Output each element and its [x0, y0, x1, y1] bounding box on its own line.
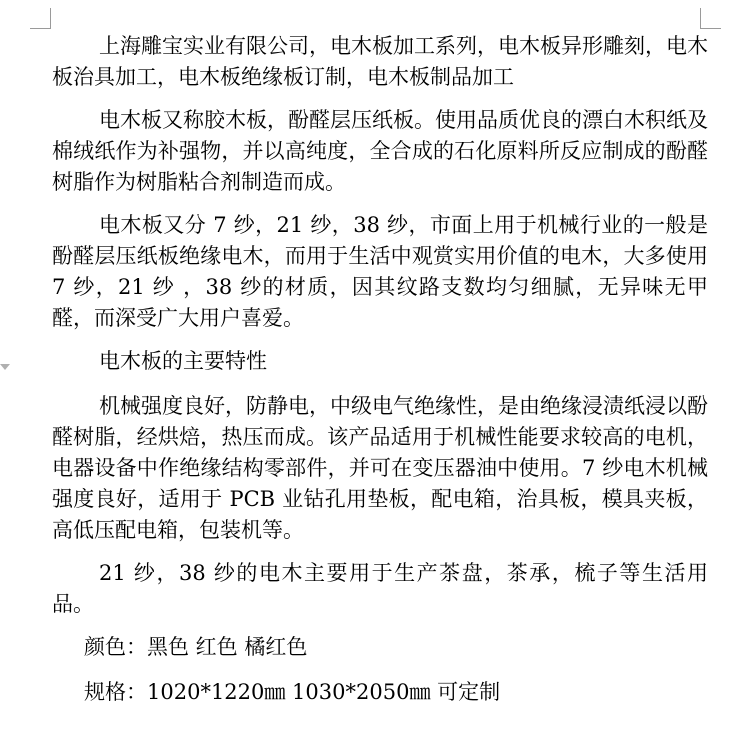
paragraph-definition: 电木板又称胶木板，酚醛层压纸板。使用品质优良的漂白木积纸及棉绒纸作为补强物，并以高纯度，全合成的石化原料所反应制成的酚醛树脂作为树脂粘合剂制造而成。 [52, 108, 708, 194]
top-left-margin-mark [30, 8, 51, 29]
document-body[interactable] [52, 31, 708, 722]
paragraph-types: 电木板又分 7 纱，21 纱，38 纱，市面上用于机械行业的一般是酚醛层压纸板绝缘电木，而用于生活中观赏实用价值的电木，大多使用 7 纱，21 纱 ，38 纱的材质，因其纹路支数均匀细腻，无异味无甲醛，而深受广大用户喜爱。 [52, 213, 708, 330]
paragraph-features: 机械强度良好，防静电，中级电气绝缘性，是由绝缘浸渍纸浸以酚醛树脂，经烘焙，热压而成。该产品适用于机械性能要求较高的电机，电器设备中作绝缘结构零部件，并可在变压器油中使用。7 纱电木机械强度良好，适用于 PCB 业钻孔用垫板，配电箱，治具板，模具夹板，高低压配电箱，包装机等。 [52, 394, 708, 542]
paragraph-uses: 21 纱，38 纱的电木主要用于生产茶盘，茶承，梳子等生活用品。 [52, 561, 708, 616]
size-spec-line: 规格：1020*1220㎜ 1030*2050㎜ 可定制 [84, 680, 501, 704]
top-right-margin-mark [700, 8, 721, 29]
color-options-line: 颜色：黑色 红色 橘红色 [84, 635, 308, 659]
paragraph-company-intro: 上海雕宝实业有限公司，电木板加工系列，电木板异形雕刻，电木板治具加工，电木板绝缘板订制，电木板制品加工 [52, 34, 708, 89]
left-margin-marker-icon [0, 364, 10, 370]
section-heading-features: 电木板的主要特性 [99, 349, 267, 373]
